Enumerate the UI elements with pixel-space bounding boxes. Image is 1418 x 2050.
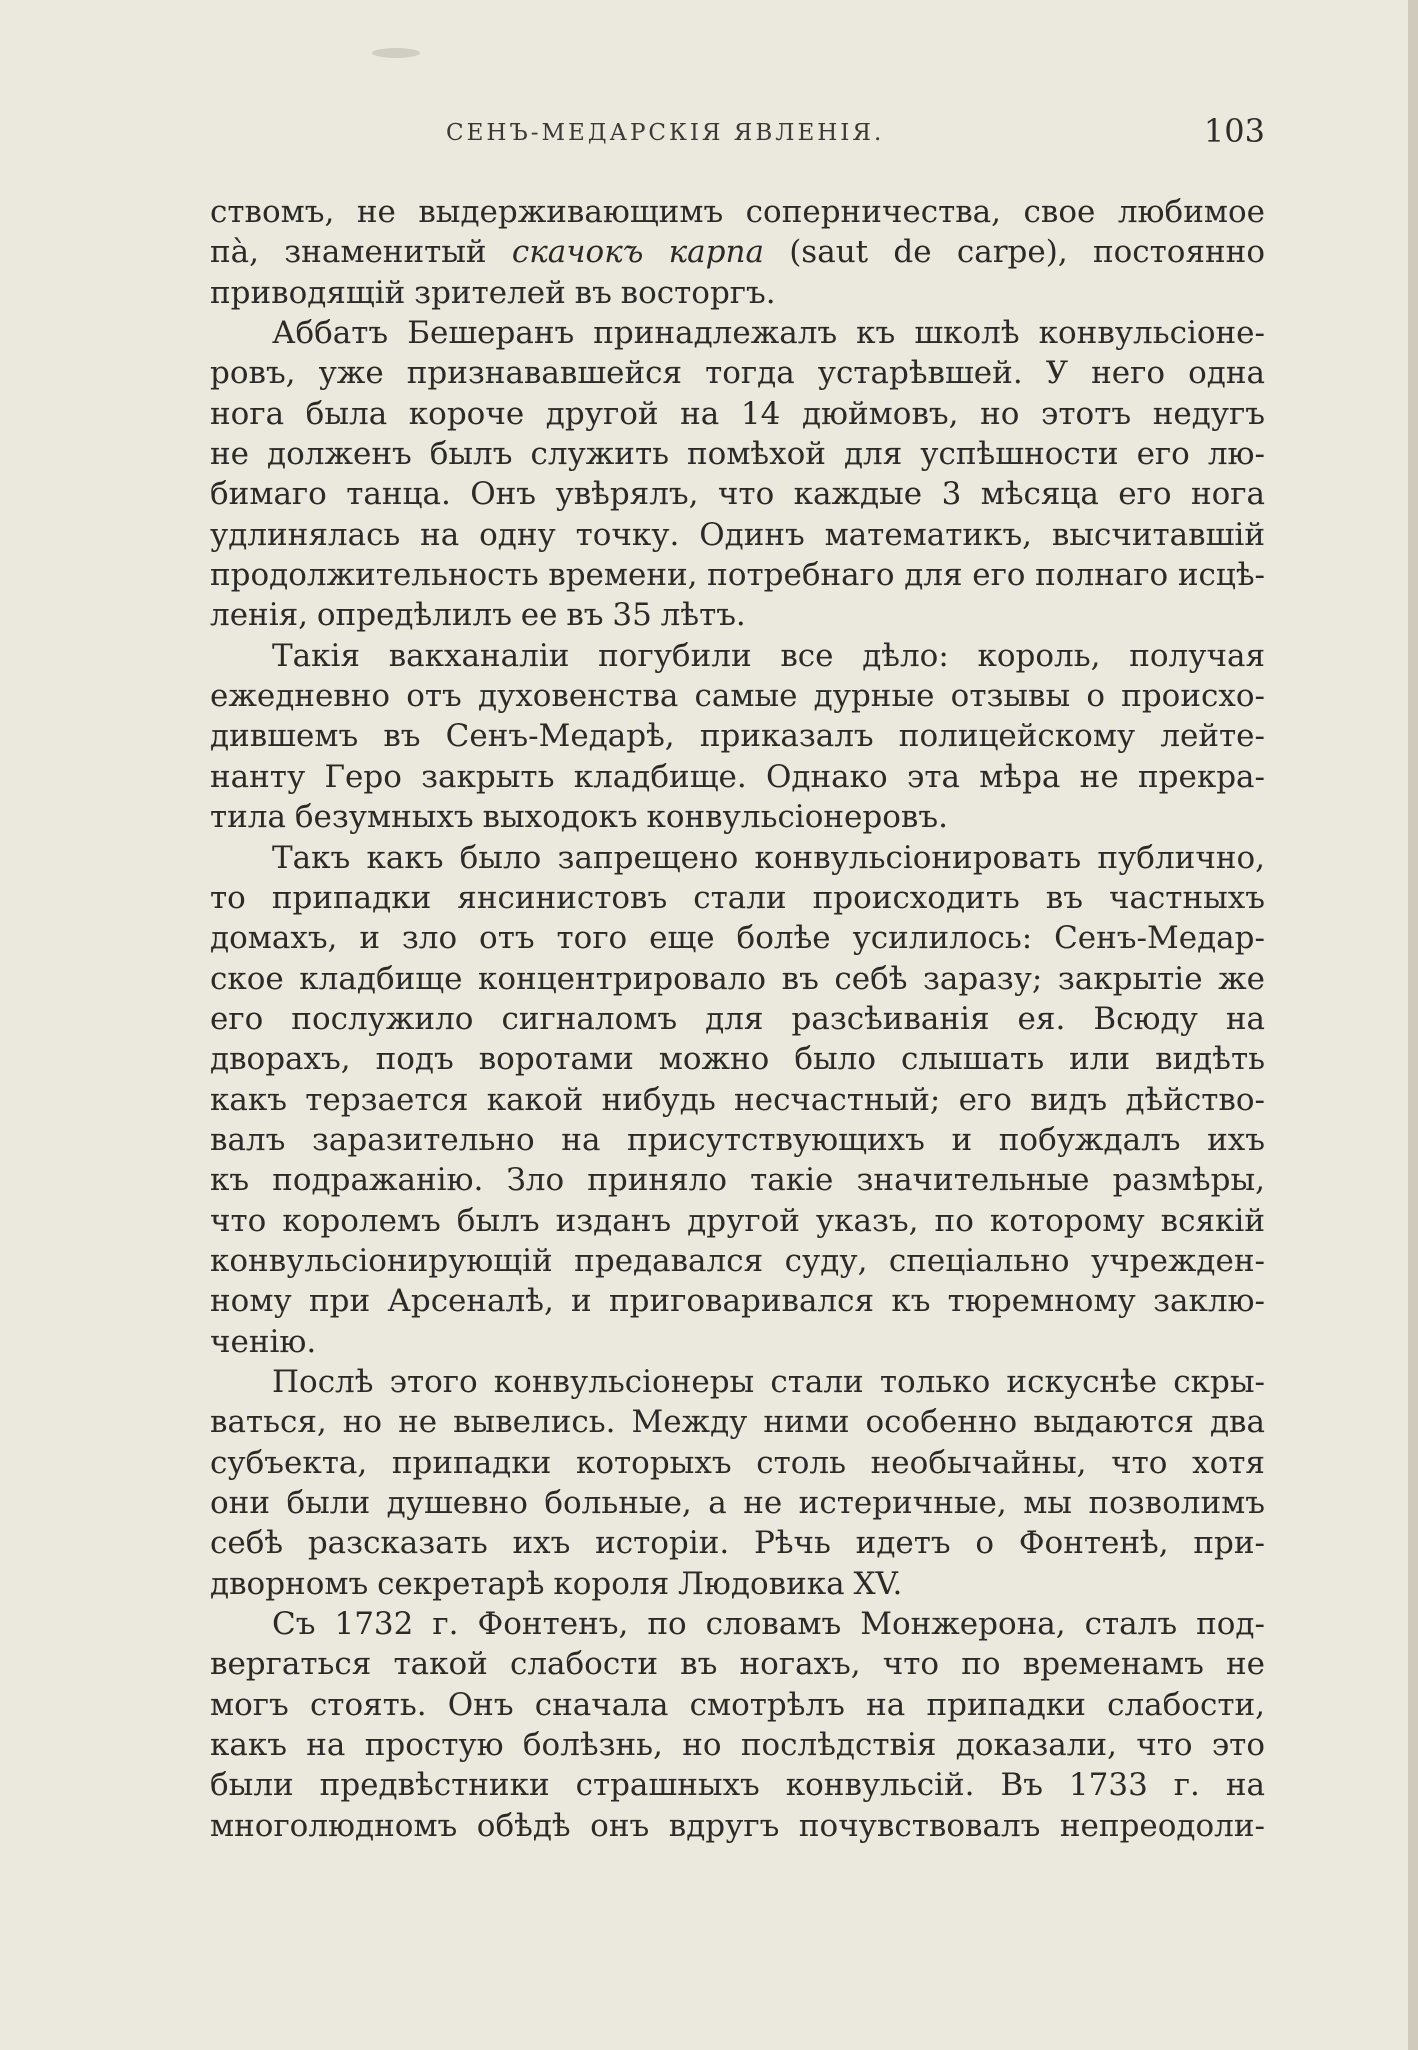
text-line — [210, 878, 1265, 918]
text-segment: могъ стоять. Онъ сначала смотрѣлъ на припадки слабости, — [210, 1686, 1265, 1723]
text-segment: дившемъ въ Сенъ-Медарѣ, приказалъ полицейскому лейте- — [210, 718, 1265, 755]
text-line — [210, 1362, 1265, 1402]
italic-phrase: скачокъ карпа — [511, 234, 764, 271]
text-line — [210, 999, 1265, 1039]
paragraph — [210, 1362, 1265, 1604]
text-segment: тила безумныхъ выходокъ конвульсіонеровъ. — [210, 799, 948, 836]
running-title: СЕНЪ-МЕДАРСКІЯ ЯВЛЕНІЯ. — [446, 120, 885, 146]
text-segment: дворномъ секретарѣ короля Людовика XV. — [210, 1565, 903, 1602]
text-segment: къ подражанію. Зло приняло такіе значительные размѣры, — [210, 1162, 1265, 1199]
text-line — [210, 1281, 1265, 1321]
text-line — [210, 1201, 1265, 1241]
text-segment: не долженъ былъ служить помѣхой для успѣшности его лю- — [210, 436, 1265, 473]
text-line — [210, 1564, 1265, 1604]
text-segment: его послужило сигналомъ для разсѣиванія ея. Всюду на — [210, 1000, 1265, 1037]
text-line — [210, 1644, 1265, 1684]
text-segment: приводящій зрителей въ восторгъ. — [210, 274, 776, 311]
text-segment: многолюдномъ обѣдѣ онъ вдругъ почувствовалъ непреодоли- — [210, 1807, 1265, 1844]
text-segment: нанту Геро закрыть кладбище. Однако эта мѣра не прекра- — [210, 758, 1265, 795]
text-line — [210, 1160, 1265, 1200]
text-segment: какъ терзается какой нибудь несчастный; его видъ дѣйство- — [210, 1081, 1265, 1118]
text-line — [210, 192, 1265, 232]
text-segment: то припадки янсинистовъ стали происходить въ частныхъ — [210, 879, 1265, 916]
text-segment: вергаться такой слабости въ ногахъ, что по временамъ не — [210, 1646, 1265, 1683]
text-segment: бимаго танца. Онъ увѣрялъ, что каждые 3 мѣсяца его нога — [210, 476, 1265, 513]
paragraph — [210, 1604, 1265, 1846]
text-line — [210, 959, 1265, 999]
text-segment: па̀, знаменитый — [210, 234, 512, 271]
page-edge-shadow — [1408, 0, 1418, 2050]
text-line — [210, 676, 1265, 716]
text-line — [210, 636, 1265, 676]
text-line — [210, 474, 1265, 514]
text-segment: конвульсіонирующій предавался суду, спеціально учрежден- — [210, 1242, 1265, 1279]
running-head — [210, 112, 1265, 158]
text-line — [210, 394, 1265, 434]
text-segment: валъ заразительно на присутствующихъ и побуждалъ ихъ — [210, 1121, 1265, 1158]
text-segment: ровъ, уже признававшейся тогда устарѣвшей. У него одна — [210, 355, 1265, 392]
text-segment: удлинялась на одну точку. Одинъ математикъ, высчитавшій — [210, 516, 1265, 553]
text-segment: ваться, но не вывелись. Между ними особенно выдаются два — [210, 1404, 1265, 1441]
text-line — [210, 353, 1265, 393]
text-segment: (saut de carpe), постоянно — [763, 234, 1266, 271]
ink-smudge — [372, 48, 420, 58]
text-segment: продолжительность времени, потребнаго для его полнаго исцѣ- — [210, 557, 1265, 594]
text-line — [210, 1604, 1265, 1644]
text-line — [210, 232, 1265, 272]
text-line — [210, 1080, 1265, 1120]
text-segment: ченію. — [210, 1323, 317, 1360]
text-line — [210, 1765, 1265, 1805]
text-line — [210, 1483, 1265, 1523]
text-segment: ское кладбище концентрировало въ себѣ заразу; закрытіе же — [210, 960, 1265, 997]
text-line — [210, 716, 1265, 756]
text-segment: Такія вакханаліи погубили все дѣло: король, получая — [272, 637, 1265, 674]
text-line — [210, 595, 1265, 635]
paragraph — [210, 636, 1265, 838]
text-line — [210, 515, 1265, 555]
text-line — [210, 1322, 1265, 1362]
text-segment: себѣ разсказать ихъ исторіи. Рѣчь идетъ о Фонтенѣ, при- — [210, 1525, 1265, 1562]
text-line — [210, 838, 1265, 878]
text-line — [210, 313, 1265, 353]
text-segment: ежедневно отъ духовенства самые дурные отзывы о происхо- — [210, 678, 1265, 715]
page-number: 103 — [1203, 112, 1265, 150]
text-line — [210, 273, 1265, 313]
body-text — [210, 192, 1265, 1846]
text-segment: Съ 1732 г. Фонтенъ, по словамъ Монжерона, сталъ под- — [272, 1606, 1265, 1643]
text-segment: субъекта, припадки которыхъ столь необычайны, что хотя — [210, 1444, 1265, 1481]
text-line — [210, 1120, 1265, 1160]
text-line — [210, 1402, 1265, 1442]
text-line — [210, 1443, 1265, 1483]
text-line — [210, 1685, 1265, 1725]
text-line — [210, 1241, 1265, 1281]
text-segment: нога была короче другой на 14 дюймовъ, но этотъ недугъ — [210, 395, 1265, 432]
text-segment: ному при Арсеналѣ, и приговаривался къ тюремному заклю- — [210, 1283, 1265, 1320]
text-segment: они были душевно больные, а не истеричные, мы позволимъ — [210, 1485, 1265, 1521]
text-line — [210, 1725, 1265, 1765]
text-segment: что королемъ былъ изданъ другой указъ, по которому всякій — [210, 1202, 1265, 1239]
text-segment: дворахъ, подъ воротами можно было слышать или видѣть — [210, 1041, 1265, 1078]
text-segment: Послѣ этого конвульсіонеры стали только искуснѣе скры- — [272, 1363, 1265, 1400]
text-line — [210, 555, 1265, 595]
text-segment: домахъ, и зло отъ того еще болѣе усилилось: Сенъ-Медар- — [210, 920, 1265, 957]
text-line — [210, 757, 1265, 797]
text-segment: ленія, опредѣлилъ ее въ 35 лѣтъ. — [210, 597, 746, 634]
text-line — [210, 1039, 1265, 1079]
text-line — [210, 918, 1265, 958]
text-line — [210, 1806, 1265, 1846]
paragraph — [210, 313, 1265, 636]
text-line — [210, 434, 1265, 474]
text-segment: Аббатъ Бешеранъ принадлежалъ къ школѣ конвульсіоне- — [272, 315, 1265, 352]
text-segment: Такъ какъ было запрещено конвульсіонировать публично, — [272, 839, 1265, 876]
text-line — [210, 1523, 1265, 1563]
text-segment: были предвѣстники страшныхъ конвульсій. Въ 1733 г. на — [210, 1767, 1265, 1804]
paragraph — [210, 838, 1265, 1362]
text-segment: ствомъ, не выдерживающимъ соперничества, свое любимое — [210, 194, 1265, 230]
text-line — [210, 797, 1265, 837]
text-segment: какъ на простую болѣзнь, но послѣдствія доказали, что это — [210, 1727, 1265, 1764]
paragraph — [210, 192, 1265, 313]
